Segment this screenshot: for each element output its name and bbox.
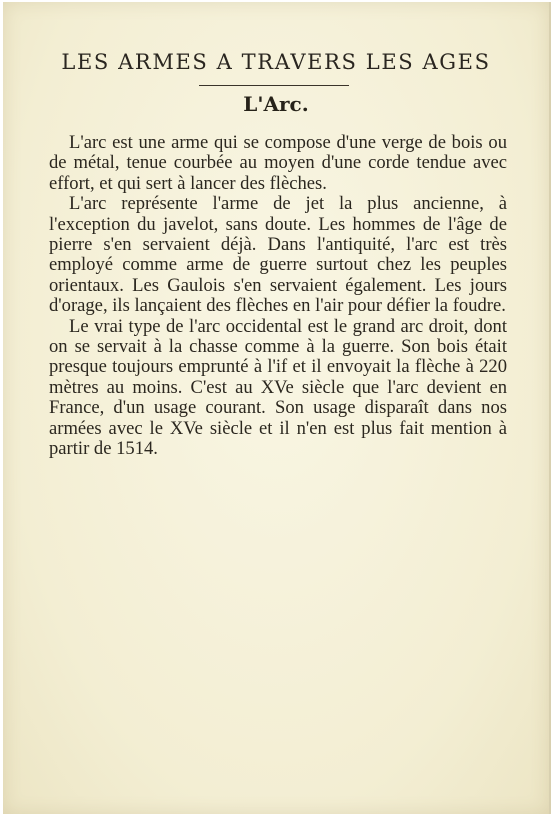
title-underline <box>199 85 349 86</box>
paragraph-definition: L'arc est une arme qui se compose d'une verge de bois ou de métal, tenue courbée au moyen d'une corde tendue avec effort, et qui sert à lancer des flèches. <box>49 132 507 194</box>
body-text <box>49 133 507 460</box>
paragraph-occidental-bow: Le vrai type de l'arc occidental est le grand arc droit, dont on se servait à la chasse comme à la guerre. Son bois était presque toujours emprunté à l'if et il envoyait la flèche à 220 mètres au moins. C'est au XVe siècle que l'arc devient en France, d'un usage courant. Son usage disparaît dans nos armées avec le XVe siècle et il n'en est plus fait mention à partir de 1514. <box>49 315 507 460</box>
paragraph-history: L'arc représente l'arme de jet la plus ancienne, à l'exception du javelot, sans doute. Les hommes de l'âge de pierre s'en servaient déjà. Dans l'antiquité, l'arc est très employé comme arme de guerre surtout chez les peuples orientaux. Les Gaulois s'en servaient également. Les jours d'orage, ils lançaient des flèches en l'air pour défier la foudre. <box>49 193 507 317</box>
subject-heading: L'Arc. <box>243 92 309 116</box>
card <box>3 2 551 814</box>
series-title: LES ARMES A TRAVERS LES AGES <box>61 50 491 74</box>
